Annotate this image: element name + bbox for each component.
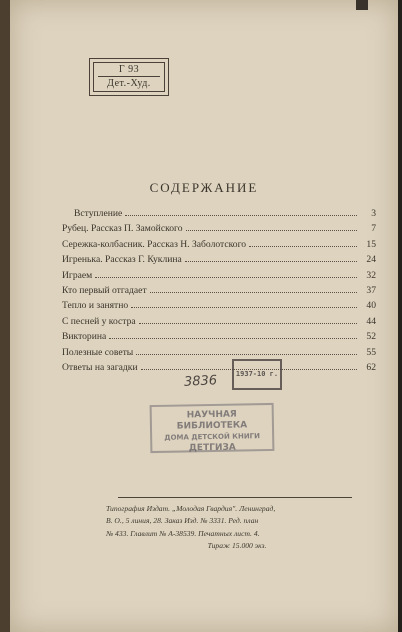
toc-entry-title: Игренька. Рассказ Г. Куклина [62,254,182,266]
toc-entry-title: Рубец. Рассказ П. Замойского [62,223,183,235]
toc-leader-dots [186,223,357,231]
handwritten-inventory-number: 3836 [183,373,218,390]
toc-entry-page: 40 [366,300,376,312]
toc-entry [62,347,376,362]
toc-entry-title: Сережка-колбасник. Рассказ Н. Заболотского [62,238,247,250]
toc-entry [62,223,376,238]
table-of-contents [62,208,376,377]
toc-leader-dots [139,316,357,324]
catalog-box [89,58,169,96]
catalog-box-inner [93,62,165,92]
toc-entry [62,331,376,346]
toc-entry-page: 52 [366,331,376,343]
toc-entry-page: 32 [366,269,376,281]
page-title: СОДЕРЖАНИЕ [149,180,259,195]
toc-entry-page: 24 [366,254,376,266]
toc-leader-dots [95,270,357,278]
toc-entry-title: Кто первый отгадает [62,284,147,296]
library-stamp [150,403,275,453]
toc-entry [62,239,376,254]
toc-entry-title: С песней у костра [62,315,136,327]
toc-entry-title: Викторина [62,331,107,343]
toc-entry [62,285,376,300]
toc-entry [62,316,376,331]
toc-entry [62,208,376,223]
catalog-code: Г 93 [118,64,140,75]
toc-entry-page: 55 [366,346,376,358]
book-page [10,0,398,632]
library-stamp-line: НАУЧНАЯ БИБЛИОТЕКА [176,409,248,432]
toc-entry-page: 37 [366,284,376,296]
library-stamp-line: ДЕТГИЗА [188,442,236,454]
imprint-divider [118,497,352,498]
toc-leader-dots [150,285,357,293]
library-stamp-line: ДОМА ДЕТСКОЙ КНИГИ [164,432,261,442]
toc-leader-dots [109,331,357,339]
toc-entry-title: Полезные советы [62,346,134,358]
book-edge-shadow [0,0,10,632]
printing-imprint [106,503,368,552]
imprint-line: В. О., 5 линия, 28. Заказ Изд. № 3331. Ред. план [106,516,259,526]
toc-entry [62,254,376,269]
imprint-line: Тираж 15.000 экз. [207,540,267,550]
toc-entry-page: 3 [371,208,376,219]
page-corner-mark [356,0,368,10]
toc-entry [62,300,376,315]
toc-entry [62,270,376,285]
catalog-label: Дет.-Худ. [107,78,151,89]
toc-leader-dots [125,208,357,216]
toc-leader-dots [131,300,357,308]
toc-entry-page: 15 [366,238,376,250]
toc-entry-title: Тепло и занятно [62,300,129,312]
toc-entry-page: 62 [366,361,376,373]
imprint-line: № 433. Главлит № А-38539. Печатных лист. 4. [106,528,260,538]
toc-entry-title: Ответы на загадки [62,361,138,373]
toc-leader-dots [249,239,357,247]
toc-leader-dots [185,254,357,262]
toc-entry-title: Вступление [74,208,123,219]
toc-leader-dots [136,347,357,355]
toc-entry-title: Играем [62,269,93,281]
imprint-line: Типография Издат. „Молодая Гвардия". Ленинград, [106,504,276,513]
toc-entry-page: 44 [366,315,376,327]
toc-entry-page: 7 [371,223,376,235]
toc-entry [62,362,376,377]
date-stamp: 1937-10 г. [232,359,282,390]
